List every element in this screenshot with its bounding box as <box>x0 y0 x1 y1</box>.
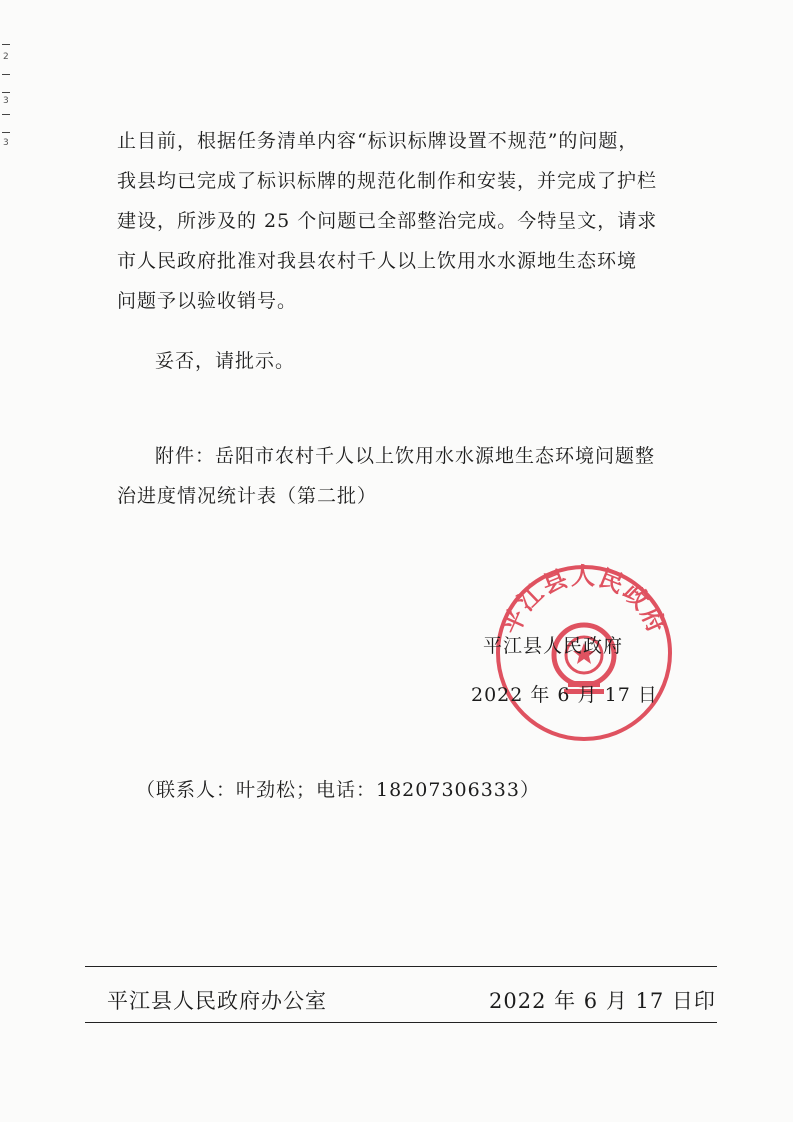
request-line: 妥否，请批示。 <box>155 350 296 372</box>
binding-mark-2: 3 <box>3 96 9 106</box>
body-line-4: 市人民政府批准对我县农村千人以上饮用水水源地生态环境 <box>117 250 638 272</box>
signature-date: 2022 年 6 月 17 日 <box>471 684 658 706</box>
binding-mark-1: 2 <box>3 52 9 62</box>
binding-marks <box>0 40 14 160</box>
footer-issuer: 平江县人民政府办公室 <box>107 989 327 1013</box>
attachment-line-2: 治进度情况统计表（第二批） <box>117 485 378 507</box>
footer-top-rule <box>85 966 717 967</box>
body-line-1: 止目前，根据任务清单内容“标识标牌设置不规范”的问题， <box>117 130 639 152</box>
body-paragraph-1 <box>117 121 717 321</box>
body-paragraph-2 <box>117 341 717 381</box>
signature-organization: 平江县人民政府 <box>483 635 624 657</box>
footer-print-date: 2022 年 6 月 17 日印 <box>489 989 716 1013</box>
body-line-2: 我县均已完成了标识标牌的规范化制作和安装，并完成了护栏 <box>117 170 658 192</box>
body-line-5: 问题予以验收销号。 <box>117 290 298 312</box>
contact-info: （联系人：叶劲松；电话：18207306333） <box>136 779 540 801</box>
attachment-note <box>117 436 717 516</box>
attachment-line-1: 附件：岳阳市农村千人以上饮用水水源地生态环境问题整 <box>155 445 656 467</box>
footer-bottom-rule <box>85 1022 717 1023</box>
body-line-3: 建设，所涉及的 25 个问题已全部整治完成。今特呈文，请求 <box>117 210 658 232</box>
seal-text: 平江县人民政府 <box>495 563 673 639</box>
binding-mark-3: 3 <box>3 138 9 148</box>
